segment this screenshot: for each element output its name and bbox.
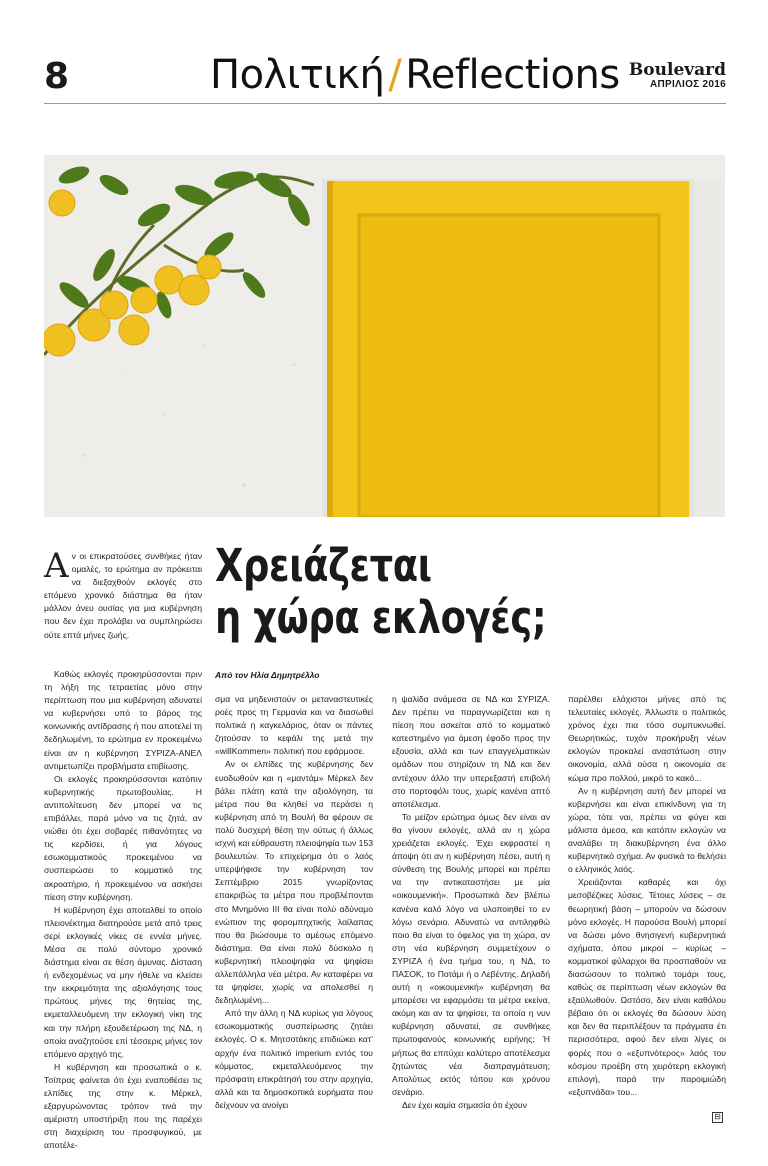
article-photo bbox=[44, 155, 725, 517]
paragraph: παρέλθει ελάχιστοι μήνες από τις τελευταίες εκλογές. Άλλωστε ο πολιτικός χρόνος έχει πια τόσο συμπυκνωθεί. Θεωρητικώς, τυχόν προκήρυξη νέων εκλογών προκαλεί αναστάτωση στην οικονομία, αλλά ούσα η οικονομία σε κώμα προ πολλού, μικρό το κακό... bbox=[568, 694, 726, 783]
headline-line-1: Χρειάζεται bbox=[215, 539, 432, 592]
paragraph: Το μείζον ερώτημα όμως δεν είναι αν θα γίνουν εκλογές, αλλά αν η χώρα χρειάζεται εκλογές. Έχει εκφραστεί η άποψη ότι αν η κυβέρνηση πέσει, αυτή η σύνθεση της Βουλής μπορεί και πρέπει να την αντικαταστήσει με μία «οικουμενική». Προσωπικά δεν βλέπω κανένα καλό λόγο να υλοποιηθεί το εν λόγω σενάριο. Αδυνατώ να αντιληφθώ ποιο θα είναι το όφελος για τη χώρα, αν στη νέα κυβέρνηση συμμετέχουν ο ΣΥΡΙΖΑ ή ένα τμήμα του, η ΝΔ, το ΠΑΣΟΚ, το Ποτάμι ή ο Λεβέντης. Δηλαδή αυτή η «οικουμενική» κυβέρνηση θα μπορέσει να εφαρμόσει τα μέτρα εκείνα, ακόμη και αν τα ψηφίσει, τα οποία η νυν κυβέρνηση αδυνατεί, σε συνθήκες πρωτοφανούς κοινωνικής ειρήνης; Ή μήπως θα επιτύχει καλύτερο αποτέλεσμα ζητώντας νέα διαπραγμάτευση; Απολύτως εκτός τόπου και χρόνου σενάριο. bbox=[392, 811, 550, 1097]
paragraph: Η κυβέρνηση έχει αποταλθεί το οποίο πλειονέκτημα διατηρούσε μετά από τρεις σερί εκλογικές νίκες σε εννέα μήνες. Μέσα σε πολύ σύντομο χρονικό διάστημα είναι σε θέση άμυνας. Δίσταση ή ενδεχομένως να μην ήθελε να κλείσει την εκκρεμότητα της αξιολόγησης τους πρώτους μήνες της θητείας της, εκμεταλλευόμενη την εκλογική νίκη της και την πλήρη εξουδετέρωση της ΝΔ, η οποία αναζητούσε επί τέσσερις μήνες τον επόμενο αρχηγό της. bbox=[44, 904, 202, 1059]
paragraph: η ψαλίδα ανάμεσα σε ΝΔ και ΣΥΡΙΖΑ. Δεν πρέπει να παραγνωρίζεται και η πίεση που ασκείται από το κομματικό κατεστημένο για άμεση έφοδο προς την εξουσία, αλλά και των επαγγελματικών ομάδων που στηρίζουν τη ΝΔ και δεν αντέχουν άλλο την υπερεξαστή επιβολή στο πορτοφόλι τους, χωρίς κανένα απτό αποτέλεσμα. bbox=[392, 694, 550, 809]
article-intro bbox=[44, 546, 202, 642]
article-column-2 bbox=[215, 693, 373, 1112]
brand-logo: Boulevard bbox=[628, 60, 726, 80]
paragraph: Οι εκλογές προκηρύσσονται κατόπιν κυβερνητικής πρωτοβουλίας. Η αντιπολίτευση δεν μπορεί να τις επιβάλλει, παρά μόνο να τις ζητά, αν νιώθει ότι έχει σοβαρές πιθανότητες να τις κερδίσει, ή για λόγους εσωκομματικούς προκειμένου να συσπειρώσει το κομματικό της ακροατήριο, ή προκειμένου να ασκήσει πίεση στην κυβέρνηση. bbox=[44, 773, 202, 902]
page-number: 8 bbox=[44, 56, 70, 97]
paragraph: Αν η κυβέρνηση αυτή δεν μπορεί να κυβερνήσει και είναι επικίνδυνη για τη χώρα, τότε ναι, πρέπει να φύγει και μάλιστα άμεσα, και κατόπιν εκλογών να αναλάβει τη διακυβέρνηση ένα άλλο κυβερνητικό σχήμα. Αν φυσικά το θελήσει ο ελληνικός λαός. bbox=[568, 785, 726, 875]
section-title-separator: / bbox=[388, 52, 402, 98]
paragraph: Η κυβέρνηση και προσωπικά ο κ. Τσίπρας φαίνεται ότι έχει εναποθέσει τις ελπίδες της στην κ. Μέρκελ, εξαργυρώνοντας τρόπον τινά την αμέριστη υποστήριξη που της παρέχει στη διαχείριση του προσφυγικού, με αποτέλε- bbox=[44, 1061, 202, 1151]
paragraph: Δεν έχει καμία σημασία ότι έχουν bbox=[402, 1099, 527, 1110]
article-byline: Από τον Ηλία Δημητρέλλο bbox=[215, 670, 320, 680]
article-column-3 bbox=[392, 693, 550, 1112]
paragraph: σμα να μηδενιστούν οι μεταναστευτικές ροές προς τη Γερμανία και να διασωθεί πολιτικά η καγκελάριος, όταν οι πάντες ζητούσαν το κεφάλι της μετά την «willKommen» πολιτική που εφάρμοσε. bbox=[215, 694, 373, 757]
paragraph: Από την άλλη η ΝΔ κυρίως για λόγους εσωκομματικής συσπείρωσης ζητάει εκλογές. Ο κ. Μητσοτάκης επιδιώκει κατ’ αρχήν ένα πολιτικό imperium εντός του κόμματος, εκμεταλλευόμενος την πρόσφατη επικράτησή του στην αρχηγία, αλλά και τα δημοσκοπικά ευρήματα που δείχνουν να ανοίγει bbox=[215, 1008, 373, 1110]
drop-cap: Α bbox=[44, 546, 69, 586]
article-column-1 bbox=[44, 668, 202, 1152]
intro-text: ν οι επικρατούσες συνθήκες ήταν ομαλές, το ερώτημα αν πρόκειται να διεξαχθούν εκλογές στο επόμενο χρονικό διάστημα θα ήταν μάλλον άνευ ουσίας για μια κυβέρνηση που δεν έχει προλάβει να συμπληρώσει ούτε επτά μήνες ζωής. bbox=[44, 551, 202, 640]
issue-date: ΑΠΡΙΛΙΟΣ 2016 bbox=[649, 79, 726, 90]
section-title bbox=[210, 52, 620, 98]
paragraph: Καθώς εκλογές προκηρύσσονται πριν τη λήξη της τετραετίας μόνο στην περίπτωση που μια κυβέρνηση αδυνατεί να κυβερνήσει υπό το βάρος της κοινωνικής αντίδρασης ή που αποτελεί τη δεδηλωμένη, το ερώτημα εν προκειμένω είναι αν η κυβέρνηση ΣΥΡΙΖΑ-ΑΝΕΛ αντιμετωπίζει προβλήματα επιβίωσης. bbox=[44, 669, 202, 771]
article-headline bbox=[215, 540, 559, 644]
paragraph: Αν οι ελπίδες της κυβέρνησης δεν ευοδωθούν και η «μαντάμ» Μέρκελ δεν βάλει πλάτη κατά την αξιολόγηση, τα μέτρα που θα κληθεί να περάσει η κυβέρνηση από τη Βουλή θα φέρουν σε πολύ δυσχερή θέση την ούτως ή άλλως ισχνή και εύθραυστη πλειοψηφία των 153 βουλευτών. Το επιχείρημα ότι ο λαός υπερψήφισε την κυβέρνηση τον Σεπτέμβριο 2015 γνωρίζοντας επακριβώς τα μέτρα που προβλέπονται στο Μνημόνιο ΙΙΙ θα είναι πολύ αδύναμο ενώπιον της φορομπηχτικής λαίλαπας που θα βιώσουμε το αμέσως επόμενο διάστημα. Θα είναι πολύ δύσκολο η κυβερνητική πλειοψηφία να ψηφίσει αλλεπάλληλα νέα μέτρα. Αν καταφέρει να τα ψηφίσει, χωρίς να απολεσθεί η δεδηλωμένη... bbox=[215, 759, 373, 1006]
article-column-4 bbox=[568, 693, 726, 1099]
headline-line-2: η χώρα εκλογές; bbox=[215, 591, 547, 644]
section-title-greek: Πολιτική bbox=[210, 52, 385, 98]
header-rule bbox=[44, 103, 726, 104]
paragraph: Χρειάζονται καθαρές και όχι μεσοβέζικες λύσεις. Τέτοιες λύσεις – σε θεωρητική βάση – μπορούν να δώσουν μόνο εκλογές. Η παρούσα Βουλή μπορεί να δώσει μόνο θνησιγενή κυβερνητικά σχήματα, όπου μικροί – κυρίως – κομματικοί φύλαρχοι θα προσπαθούν να διασώσουν το πολιτικό τομάρι τους, καθώς σε περίπτωση νέων εκλογών θα εξαϋλωθούν. Ωστόσο, δεν είναι καθόλου βέβαιο ότι οι εκλογές θα δώσουν λύση και δεν θα περιπλέξουν τα πράγματα έτι περισσότερα, αφού δεν είναι λίγες οι φορές που ο «εξυπνότερος» λαός του κόσμου προέβη στη χειρότερη εκλογική επιλογή, παρά την παροιμιώδη «εξυπνάδα» του... bbox=[568, 877, 726, 1097]
end-of-article-icon: ⊟ bbox=[712, 1112, 723, 1123]
section-title-english: Reflections bbox=[405, 52, 620, 98]
masthead bbox=[629, 62, 726, 90]
